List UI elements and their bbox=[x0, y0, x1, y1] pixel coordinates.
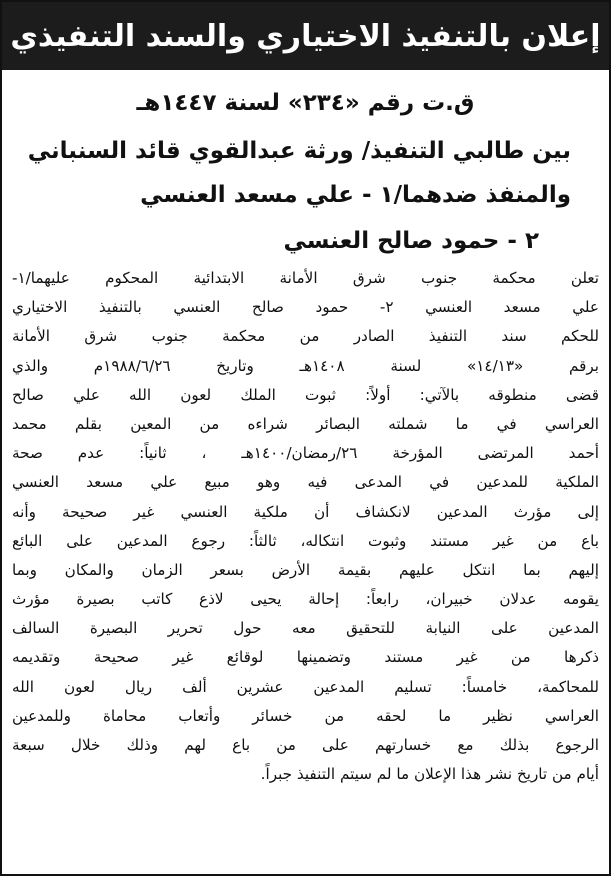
parties-respondent-2-heading: ٢ - حمود صالح العنسي bbox=[283, 228, 539, 254]
body-line: باع من غير مستند وثبوت انتكاله، ثالثاً: رجوع المدعين على البائع bbox=[12, 531, 599, 550]
body-line: للمحاكمة، خامساً: تسليم المدعين عشرين ألف ريال لعون الله bbox=[12, 677, 599, 696]
body-line: يقومه عدلان خبيران، رابعاً: إحالة يحيى لاذع كاتب بصيرة مؤرث bbox=[12, 590, 599, 609]
body-line: أيام من تاريخ نشر هذا الإعلان ما لم سيتم التنفيذ جبراً. bbox=[260, 765, 599, 784]
body-line: برقم «١٤/١٣» لسنة ١٤٠٨هـ وتاريخ ١٩٨٨/٦/٢٦م والذي bbox=[12, 356, 599, 375]
notice-title-bar bbox=[2, 2, 609, 70]
notice-title: إعلان بالتنفيذ الاختياري والسند التنفيذي bbox=[10, 18, 601, 54]
body-line: أحمد المرتضى المؤرخة ٢٦/رمضان/١٤٠٠هـ ، ثانياً: عدم صحة bbox=[12, 444, 599, 463]
case-number-heading: ق.ت رقم «٢٣٤» لسنة ١٤٤٧هـ bbox=[136, 90, 475, 116]
parties-applicants-heading: بين طالبي التنفيذ/ ورثة عبدالقوي قائد السنباني bbox=[27, 138, 571, 164]
body-line: إلى مؤرث المدعين لانكشاف أن ملكية العنسي غير صحيحة وأنه bbox=[12, 502, 599, 521]
body-line: إليهم بما انتكل عليهم بقيمة الأرض بسعر الزمان والمكان وبما bbox=[12, 560, 599, 579]
body-line: ذكرها من غير مستند وتضمينها لوقائع غير صحيحة وتقديمه bbox=[12, 648, 599, 667]
body-line: العراسي في ما شملته البصائر شراءه من المعين بقلم محمد bbox=[12, 414, 599, 433]
body-line: قضى منطوقه بالآتي: أولاً: ثبوت الملك لعون الله علي صالح bbox=[12, 385, 599, 404]
body-line: العراسي نظير ما لحقه من خسائر وأتعاب محاماة وللمدعين bbox=[12, 706, 599, 725]
body-line: علي مسعد العنسي ٢- حمود صالح العنسي بالتنفيذ الاختياري bbox=[12, 298, 599, 317]
notice-body bbox=[12, 264, 599, 789]
body-line: الرجوع بذلك مع خسارتهم على من باع لهم وذلك خلال سبعة bbox=[12, 736, 599, 754]
body-line: الملكية للمدعين في المدعى فيه وهو مبيع علي مسعد العنسي bbox=[12, 473, 599, 492]
body-line: المدعين على النيابة للتحقيق معه حول تحرير البصيرة السالف bbox=[12, 619, 599, 638]
parties-respondent-1-heading: والمنفذ ضدهما/١ - علي مسعد العنسي bbox=[140, 182, 571, 208]
body-line: للحكم سند التنفيذ الصادر من محكمة جنوب شرق الأمانة bbox=[12, 327, 599, 346]
body-line: تعلن محكمة جنوب شرق الأمانة الابتدائية المحكوم عليهما/١- bbox=[12, 269, 599, 287]
